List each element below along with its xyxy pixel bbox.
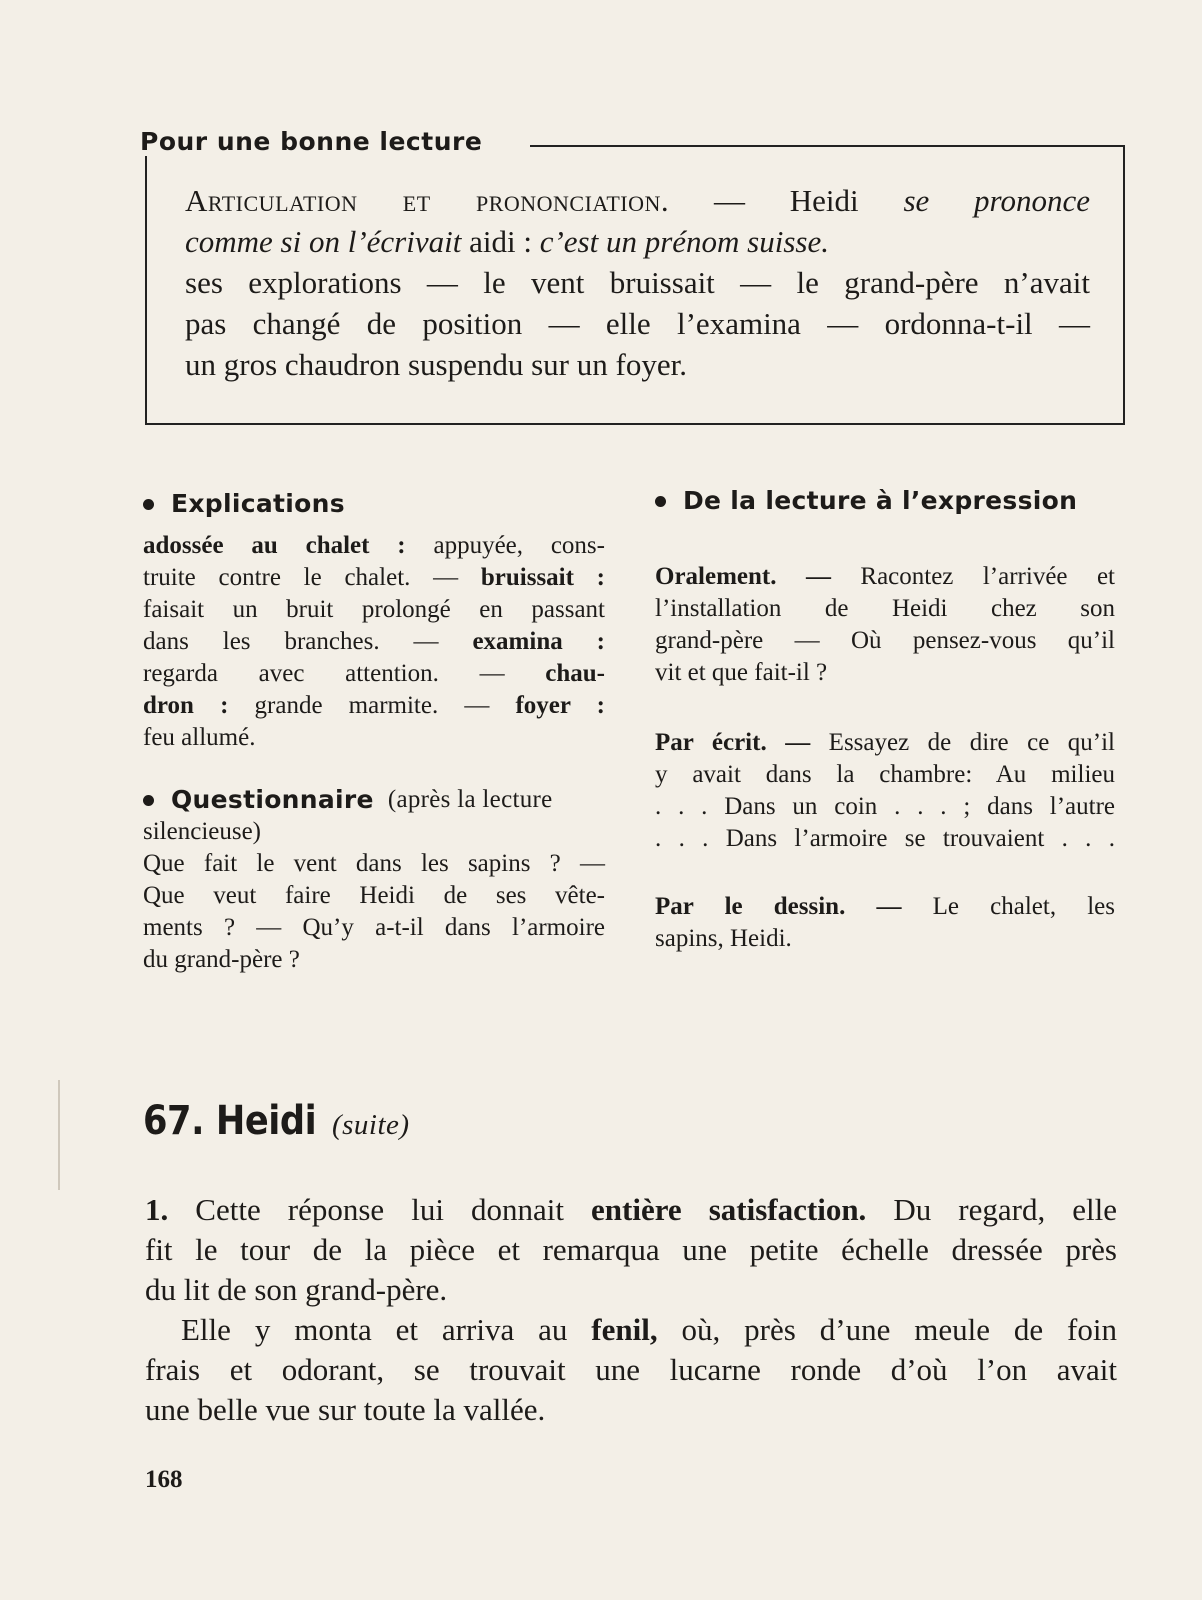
paragraph-1-line-2: fit le tour de la pièce et remarqua une petite échelle dressée près	[145, 1232, 1117, 1267]
par-ecrit-block: Par écrit. — Essayez de dire ce qu’il y avait dans la chambre: Au milieu . . . Dans un coin . . . ; dans l’autre . . . Dans l’armoire se trouvaient . . .	[655, 729, 1116, 852]
right-column	[655, 485, 1115, 955]
bullet-icon	[655, 496, 666, 507]
pronunciation-text	[185, 180, 1090, 385]
explications-heading: Explications	[143, 488, 605, 520]
oralement-block: Oralement. — Racontez l’arrivée et l’installation de Heidi chez son grand-père — Où pensez-vous qu’il vit et que fait-il ?	[655, 563, 1115, 686]
box-line-3: ses explorations — le vent bruissait — le grand-père n’avait	[185, 265, 1090, 300]
box-line-2: comme si on l’écrivait aidi : c’est un prénom suisse.	[185, 224, 829, 259]
bullet-icon	[143, 499, 154, 510]
chapter-heading	[143, 1098, 410, 1144]
questionnaire-body: silencieuse) Que fait le vent dans les sapins ? — Que veut faire Heidi de ses vête- ments ? — Qu’y a-t-il dans l’armoire du grand-père ?	[143, 818, 605, 973]
paragraph-2-line-3: une belle vue sur toute la vallée.	[145, 1392, 546, 1427]
box-line-5: un gros chaudron suspendu sur un foyer.	[185, 347, 687, 382]
paragraph-1-line-1: 1. Cette réponse lui donnait entière satisfaction. Du regard, elle	[145, 1192, 1117, 1227]
bullet-icon	[143, 795, 154, 806]
explications-body: adossée au chalet : appuyée, cons- truite contre le chalet. — bruissait : faisait un bruit prolongé en passant dans les branches. — examina : regarda avec attention. — chau- dron : grande marmite. — foyer : feu allumé.	[143, 532, 605, 751]
paragraph-2-line-2: frais et odorant, se trouvait une lucarne ronde d’où l’on avait	[145, 1352, 1117, 1387]
left-column	[143, 488, 605, 976]
box-line-4: pas changé de position — elle l’examina — ordonna-t-il —	[185, 306, 1090, 341]
paragraph-2-line-1: Elle y monta et arriva au fenil, où, près d’une meule de foin	[181, 1312, 1117, 1347]
paragraph-1-line-3: du lit de son grand-père.	[145, 1272, 448, 1307]
page-number: 168	[145, 1466, 183, 1493]
chapter-text	[145, 1190, 1117, 1430]
chapter-title: 67. Heidi	[143, 1098, 317, 1144]
box-heading: Pour une bonne lecture	[140, 127, 492, 156]
expression-heading: De la lecture à l’expression	[655, 485, 1115, 517]
box-line-1: Articulation et prononciation. — Heidi se prononce	[185, 183, 1090, 218]
chapter-subtitle: (suite)	[331, 1109, 410, 1141]
par-le-dessin-block: Par le dessin. — Le chalet, les sapins, Heidi.	[655, 893, 1115, 952]
questionnaire-heading: Questionnaire (après la lecture	[143, 784, 605, 816]
page-edge-shadow	[58, 1080, 60, 1190]
